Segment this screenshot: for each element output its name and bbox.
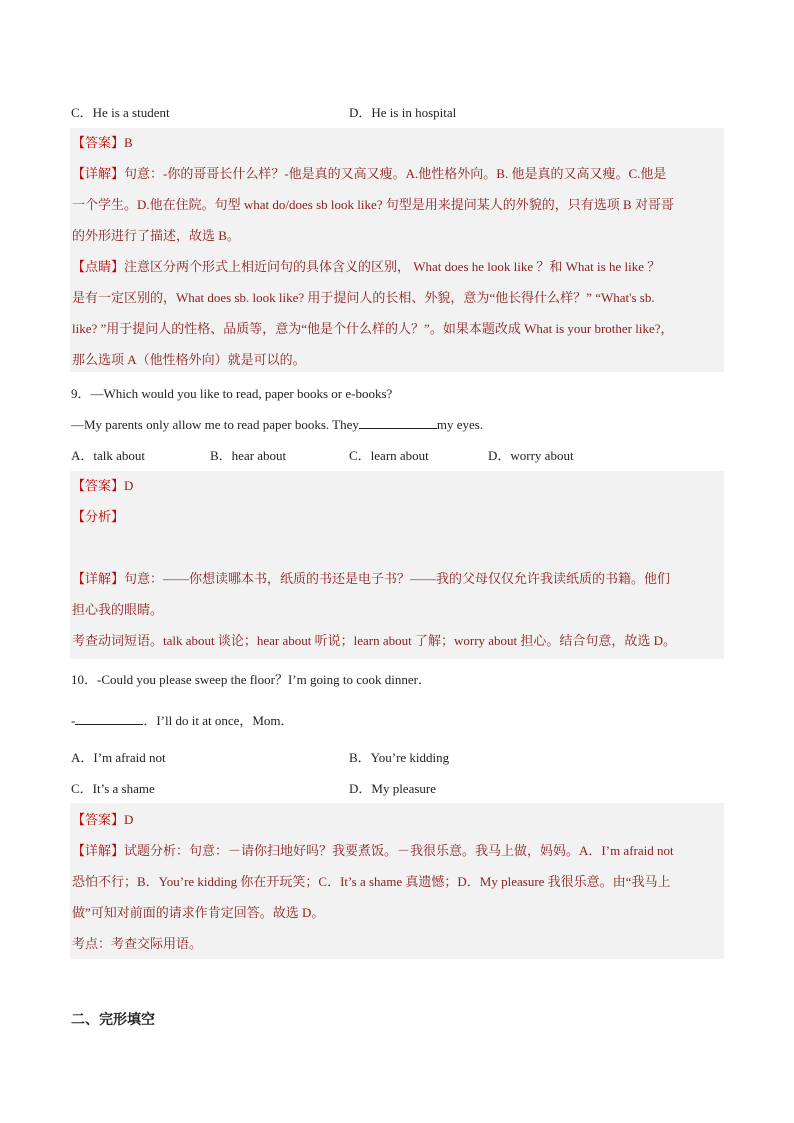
q8-answer-line <box>72 134 133 152</box>
q9-detail-line-2: 担心我的眼睛。 <box>72 602 164 617</box>
detail-text: 试题分析：句意：－请你扫地好吗？我要煮饭。－我很乐意。我马上做，妈妈。A．I’m afraid not <box>124 843 674 858</box>
detail-tag: 【详解】 <box>72 843 125 858</box>
q10-detail-line-3: 做”可知对前面的请求作肯定回答。故选 D。 <box>72 905 325 920</box>
q8-option-d: D．He is in hospital <box>349 105 457 120</box>
answer-value: B <box>124 135 133 150</box>
q8-tip-line-4: 那么选项 A（他性格外向）就是可以的。 <box>72 352 306 367</box>
answer-blank <box>75 712 143 725</box>
detail-tag: 【详解】 <box>72 571 125 586</box>
q10-option-d: D．My pleasure <box>349 781 437 796</box>
q10-detail-line-2: 恐怕不行；B．You’re kidding 你在开玩笑；C．It’s a shame 真遗憾；D．My pleasure 我很乐意。由“我马上 <box>72 874 671 889</box>
analysis-tag: 【分析】 <box>72 509 125 524</box>
q10-stem-line-1: 10．-Could you please sweep the floor？I’m going to cook dinner． <box>71 672 431 687</box>
answer-tag: 【答案】 <box>72 135 125 150</box>
detail-text: 句意：——你想读哪本书，纸质的书还是电子书？——我的父母仅仅允许我读纸质的书籍。他们 <box>124 571 671 586</box>
q8-tip-line-3: like? ”用于提问人的性格、品质等，意为“他是个什么样的人？”。如果本题改成 What is your brother like?， <box>72 321 674 336</box>
q10-option-c: C．It’s a shame <box>71 781 155 796</box>
q10-detail-line-1 <box>72 842 674 860</box>
answer-blank <box>359 416 437 429</box>
answer-value: D <box>124 478 134 493</box>
q10-option-a: A．I’m afraid not <box>71 750 166 765</box>
q8-detail-line-3: 的外形进行了描述，故选 B。 <box>72 228 240 243</box>
q9-detail-line-1 <box>72 570 670 588</box>
q10-answer-line <box>72 811 133 829</box>
tip-tag: 【点睛】 <box>72 259 125 274</box>
q9-stem-line-1: 9．—Which would you like to read, paper books or e-books? <box>71 386 393 401</box>
detail-text: 句意：-你的哥哥长什么样？-他是真的又高又瘦。A.他性格外向。B. 他是真的又高又瘦。C.他是 <box>124 166 667 181</box>
q10-detail-line-4: 考点：考查交际用语。 <box>72 936 203 951</box>
stem-text: my eyes. <box>436 417 484 432</box>
stem-text: - <box>71 713 76 728</box>
q9-detail-line-3: 考查动词短语。talk about 谈论；hear about 听说；learn about 了解；worry about 担心。结合句意，故选 D。 <box>72 633 677 648</box>
q9-option-b: B．hear about <box>210 448 287 463</box>
q10-answer-box <box>70 803 724 959</box>
q9-answer-box <box>70 471 724 659</box>
q8-detail-line-2: 一个学生。D.他在住院。句型 what do/does sb look like? 句型是用来提问某人的外貌的，只有选项 B 对哥哥 <box>72 197 674 212</box>
q8-tip-line-2: 是有一定区别的，What does sb. look like? 用于提问人的长相、外貌，意为“他长得什么样？” “What's sb. <box>72 290 655 305</box>
detail-tag: 【详解】 <box>72 166 125 181</box>
q10-option-b: B．You’re kidding <box>349 750 450 765</box>
q9-option-a: A．talk about <box>71 448 146 463</box>
q9-analysis-line <box>72 508 124 526</box>
stem-text: ．I’ll do it at once，Mom． <box>143 713 294 728</box>
tip-text: 注意区分两个形式上相近问句的具体含义的区别， What does he look like ？和 What is he like ？ <box>124 259 661 274</box>
q9-option-d: D．worry about <box>488 448 574 463</box>
q10-stem-line-2 <box>71 712 294 730</box>
q8-option-c: C．He is a student <box>71 105 170 120</box>
q9-option-c: C．learn about <box>349 448 429 463</box>
section-heading: 二、完形填空 <box>71 1012 155 1028</box>
answer-value: D <box>124 812 134 827</box>
answer-tag: 【答案】 <box>72 812 125 827</box>
q8-answer-box <box>70 128 724 372</box>
q9-stem-line-2 <box>71 416 483 434</box>
stem-text: —My parents only allow me to read paper books. They <box>71 417 359 432</box>
q8-detail-line-1 <box>72 165 666 183</box>
q9-answer-line <box>72 477 133 495</box>
q8-tip-line-1 <box>72 258 660 276</box>
answer-tag: 【答案】 <box>72 478 125 493</box>
